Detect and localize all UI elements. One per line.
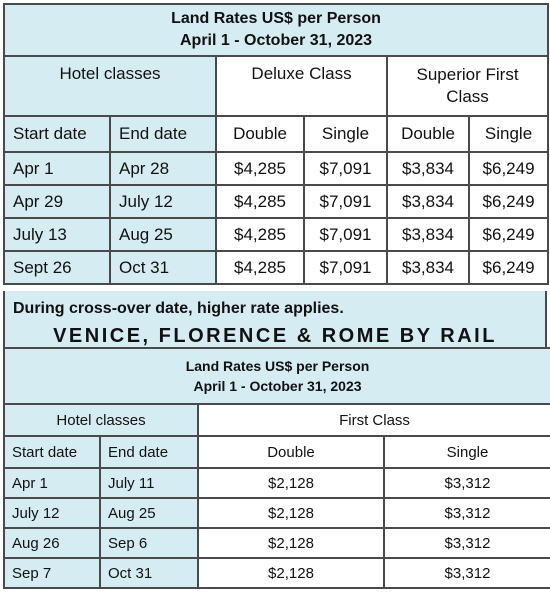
price-cell: $7,091 [304, 152, 387, 185]
price-cell: $2,128 [198, 498, 384, 528]
price-cell: $4,285 [216, 185, 304, 218]
table2-title-line2: April 1 - October 31, 2023 [193, 378, 362, 394]
col-end-date: End date [110, 116, 216, 152]
price-cell: $7,091 [304, 251, 387, 284]
col-double: Double [198, 436, 384, 468]
start-date-cell: Apr 29 [4, 185, 110, 218]
table2-title-line1: Land Rates US$ per Person [185, 358, 370, 374]
price-cell: $2,128 [198, 468, 384, 498]
start-date-cell: Sep 7 [4, 558, 100, 588]
start-date-cell: July 12 [4, 498, 100, 528]
table2-title [4, 348, 550, 404]
end-date-cell: Apr 28 [110, 152, 216, 185]
hotel-classes-label: Hotel classes [59, 64, 161, 83]
price-cell: $3,834 [387, 185, 469, 218]
price-cell: $4,285 [216, 152, 304, 185]
start-date-cell: Aug 26 [4, 528, 100, 558]
superior-first-label-line2: Class [446, 87, 489, 106]
table2-hotel-classes-header: Hotel classes [4, 404, 198, 436]
price-cell: $7,091 [304, 218, 387, 251]
price-cell: $7,091 [304, 185, 387, 218]
col-single: Single [304, 116, 387, 152]
col-start-date: Start date [4, 436, 100, 468]
table1-title-line2: April 1 - October 31, 2023 [179, 32, 373, 49]
table-row [4, 218, 548, 251]
route-title: VENICE, FLORENCE & ROME BY RAIL [53, 325, 497, 347]
price-cell: $3,312 [384, 468, 550, 498]
price-cell: $3,312 [384, 498, 550, 528]
price-cell: $3,312 [384, 558, 550, 588]
price-cell: $3,312 [384, 528, 550, 558]
table-row [4, 528, 550, 558]
table-row [4, 185, 548, 218]
table-row [4, 558, 550, 588]
table-row [4, 468, 550, 498]
table2-first-class-header: First Class [198, 404, 550, 436]
end-date-cell: July 12 [110, 185, 216, 218]
col-end-date: End date [100, 436, 198, 468]
col-single: Single [469, 116, 548, 152]
price-cell: $3,834 [387, 251, 469, 284]
start-date-cell: July 13 [4, 218, 110, 251]
table-row [4, 498, 550, 528]
price-cell: $6,249 [469, 251, 548, 284]
rates-table-rail [3, 347, 550, 589]
start-date-cell: Apr 1 [4, 152, 110, 185]
table-row [4, 152, 548, 185]
end-date-cell: Aug 25 [100, 498, 198, 528]
price-cell: $6,249 [469, 185, 548, 218]
col-double: Double [216, 116, 304, 152]
end-date-cell: Oct 31 [100, 558, 198, 588]
price-cell: $6,249 [469, 152, 548, 185]
crossover-note-block [3, 291, 547, 349]
price-cell: $3,834 [387, 152, 469, 185]
table1-hotel-classes-header [4, 56, 216, 116]
price-cell: $4,285 [216, 218, 304, 251]
col-single: Single [384, 436, 550, 468]
price-cell: $3,834 [387, 218, 469, 251]
col-double: Double [387, 116, 469, 152]
table1-class-b-header [387, 56, 548, 116]
table1-title [4, 4, 548, 56]
end-date-cell: Oct 31 [110, 251, 216, 284]
start-date-cell: Sept 26 [4, 251, 110, 284]
end-date-cell: July 11 [100, 468, 198, 498]
crossover-note: During cross-over date, higher rate applies. [13, 300, 344, 317]
table1-title-line1: Land Rates US$ per Person [171, 10, 381, 27]
price-cell: $4,285 [216, 251, 304, 284]
end-date-cell: Aug 25 [110, 218, 216, 251]
table-row [4, 251, 548, 284]
deluxe-class-label: Deluxe Class [251, 64, 352, 83]
superior-first-label-line1: Superior First [416, 65, 519, 84]
price-cell: $6,249 [469, 218, 548, 251]
start-date-cell: Apr 1 [4, 468, 100, 498]
end-date-cell: Sep 6 [100, 528, 198, 558]
table1-class-a-header [216, 56, 387, 116]
price-cell: $2,128 [198, 528, 384, 558]
price-cell: $2,128 [198, 558, 384, 588]
rates-table-first [3, 3, 549, 285]
col-start-date: Start date [4, 116, 110, 152]
